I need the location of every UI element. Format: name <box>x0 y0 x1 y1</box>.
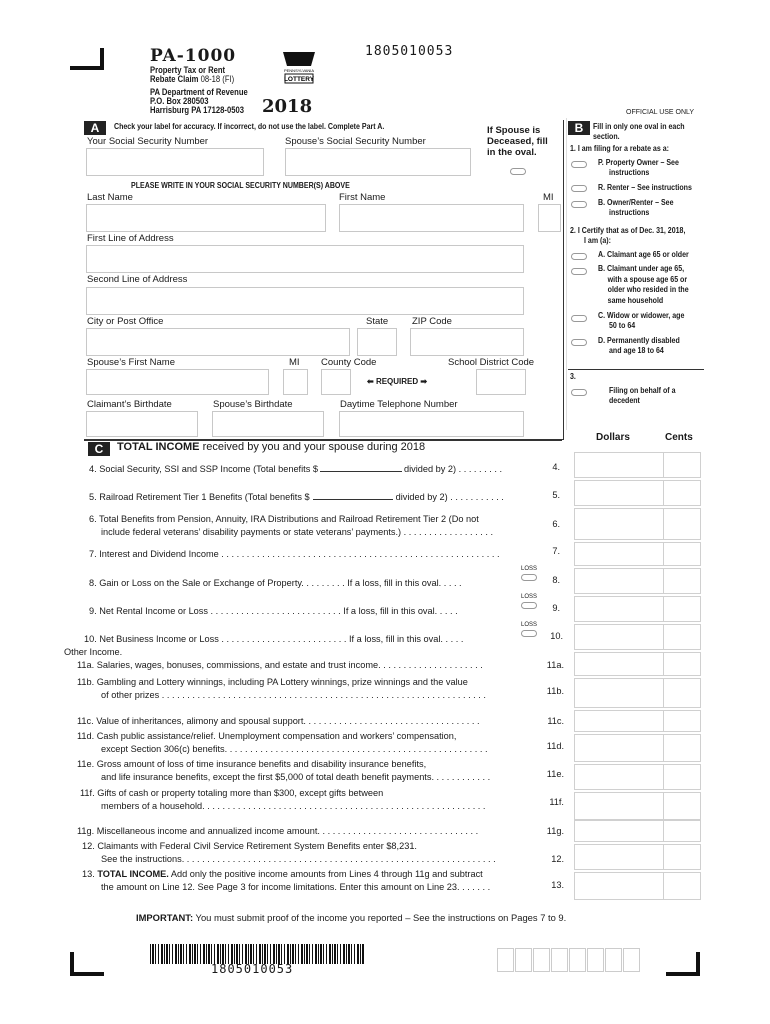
line-12-label-2: See the instructions. . . . . . . . . . . . . . . . . . . . . . . . . . . . . . . . . . . . . . . . . . . . . . . . . . . . . . . . . . . . . . <box>101 854 496 864</box>
barcode <box>150 944 364 964</box>
first-name-label: First Name <box>339 192 386 203</box>
line-6-number: 6. <box>552 519 560 529</box>
line-11d-label-1: 11d. Cash public assistance/relief. Unemployment compensation and workers’ compensation, <box>77 731 457 741</box>
school-code-label: School District Code <box>448 357 535 368</box>
tax-year: 2018 <box>262 96 313 117</box>
state-input[interactable] <box>357 328 397 356</box>
corner-mark-top-left <box>70 48 104 70</box>
line-11e-label-2: and life insurance benefits, except the first $5,000 of total death benefit payments. . . . . . . . . . . . <box>101 772 491 782</box>
question-3: 3. <box>570 372 576 381</box>
spouse-ssn-input[interactable] <box>285 148 471 176</box>
section-b-instruction2: section. <box>593 132 620 141</box>
option-widow: C. Widow or widower, age <box>598 311 685 320</box>
arrow-right-icon: ➡ <box>420 377 428 386</box>
check-digit-box-3 <box>533 948 550 972</box>
question-2a: 2. I Certify that as of Dec. 31, 2018, <box>570 226 686 235</box>
corner-mark-bottom-right <box>666 952 700 976</box>
spouse-first-input[interactable] <box>86 369 269 395</box>
line-7-label: 7. Interest and Dividend Income . . . . . . . . . . . . . . . . . . . . . . . . . . . . . . . . . . . . . . . . . . . . . . . . . . . . . . . <box>89 549 500 559</box>
oval-owner-renter[interactable] <box>571 201 587 208</box>
oval-renter[interactable] <box>571 185 587 192</box>
claimant-birthdate-label: Claimant’s Birthdate <box>87 399 172 410</box>
line-11a-number: 11a. <box>546 660 564 670</box>
check-digit-box-2 <box>515 948 532 972</box>
check-digit-box-5 <box>569 948 586 972</box>
spouse-birthdate-label: Spouse’s Birthdate <box>213 399 293 410</box>
section-b-instruction1: Fill in only one oval in each <box>593 122 685 131</box>
phone-label: Daytime Telephone Number <box>340 399 458 410</box>
section-b-letter: B <box>568 121 590 135</box>
zip-input[interactable] <box>410 328 524 356</box>
spouse-ssn-label: Spouse’s Social Security Number <box>285 136 426 147</box>
line-13-number: 13. <box>551 880 564 890</box>
barcode-number-bottom: 1805010053 <box>211 962 294 976</box>
line-11a-label: 11a. Salaries, wages, bonuses, commissions, and estate and trust income. . . . . . . . . . . . . . . . . . . . . <box>77 660 483 670</box>
phone-input[interactable] <box>339 411 524 437</box>
check-digit-box-4 <box>551 948 568 972</box>
spouse-birthdate-input[interactable] <box>212 411 324 437</box>
dollars-header: Dollars <box>596 432 630 443</box>
spouse-mi-input[interactable] <box>283 369 308 395</box>
address1-input[interactable] <box>86 245 524 273</box>
line-11d-amount[interactable] <box>574 734 701 762</box>
state-label: State <box>366 316 389 327</box>
line-11c-label: 11c. Value of inheritances, alimony and spousal support. . . . . . . . . . . . . . . . . . . . . . . . . . . . . . . . . . . <box>77 716 480 726</box>
county-code-label: County Code <box>321 357 377 368</box>
address2-input[interactable] <box>86 287 524 315</box>
oval-disabled[interactable] <box>571 339 587 346</box>
address1-label: First Line of Address <box>87 233 174 244</box>
line-9-number: 9. <box>552 603 560 613</box>
form-title-line1: Property Tax or Rent <box>150 65 226 75</box>
line-8-amount[interactable] <box>574 568 701 594</box>
ssn-label: Your Social Security Number <box>87 136 209 147</box>
line-11e-number: 11e. <box>546 769 564 779</box>
dept-city: Harrisburg PA 17128-0503 <box>150 105 244 115</box>
corner-mark-bottom-left <box>70 952 104 976</box>
line-5-label: 5. Railroad Retirement Tier 1 Benefits (Total benefits $ divided by 2) . . . . . . . . . . . <box>89 492 504 502</box>
line-11f-number: 11f. <box>549 797 564 807</box>
form-number: PA-1000 <box>150 46 237 66</box>
line-12-label-1: 12. Claimants with Federal Civil Service Retirement System Benefits enter $8,231. <box>82 841 417 851</box>
claimant-birthdate-input[interactable] <box>86 411 198 437</box>
line-11b-label-1: 11b. Gambling and Lottery winnings, including PA Lottery winnings, prize winnings and the value <box>77 677 468 687</box>
option-property-owner: P. Property Owner – See <box>598 158 679 167</box>
required-indicator: ⬅ REQUIRED ➡ <box>367 377 428 386</box>
last-name-input[interactable] <box>86 204 326 232</box>
spouse-deceased-oval[interactable] <box>510 168 526 175</box>
line-4-amount[interactable] <box>574 452 701 478</box>
line-9-loss-label: LOSS <box>521 594 538 600</box>
check-digit-box-7 <box>605 948 622 972</box>
arrow-left-icon: ⬅ <box>367 377 374 386</box>
ssn-input[interactable] <box>86 148 264 176</box>
line-4-label: 4. Social Security, SSI and SSP Income (Total benefits $ divided by 2) . . . . . . . . . <box>89 464 503 474</box>
line-11b-label-2: of other prizes . . . . . . . . . . . . . . . . . . . . . . . . . . . . . . . . . . . . . . . . . . . . . . . . . . . . . . . . . . . . . . . . <box>101 690 486 700</box>
line-11c-amount[interactable] <box>574 710 701 732</box>
county-code-input[interactable] <box>321 369 351 395</box>
line-6-label-2: include federal veterans’ disability payments or state veterans’ payments.) . . . . . . . . . . . . . . . . . . <box>101 527 493 537</box>
oval-under-65-spouse[interactable] <box>571 268 587 275</box>
lottery-text: LOTTERY <box>283 76 315 83</box>
city-label: City or Post Office <box>87 316 164 327</box>
first-name-input[interactable] <box>339 204 524 232</box>
line-10-number: 10. <box>550 631 563 641</box>
dept-po-box: P.O. Box 280503 <box>150 96 209 106</box>
section-b-divider <box>568 369 704 370</box>
city-input[interactable] <box>86 328 350 356</box>
cents-header: Cents <box>665 432 693 443</box>
line-12-number: 12. <box>551 854 564 864</box>
option-age-65: A. Claimant age 65 or older <box>598 250 689 259</box>
line-9-loss-oval[interactable] <box>521 602 537 609</box>
line-5-amount[interactable] <box>574 480 701 506</box>
line-5-number: 5. <box>552 490 560 500</box>
option-decedent-2: decedent <box>609 396 640 405</box>
option-property-owner-2: instructions <box>609 168 650 177</box>
option-widow-2: 50 to 64 <box>609 321 636 330</box>
official-use-label: OFFICIAL USE ONLY <box>626 109 695 116</box>
spouse-mi-label: MI <box>289 357 300 368</box>
check-digit-box-6 <box>587 948 604 972</box>
line-8-number: 8. <box>552 575 560 585</box>
option-owner-renter: B. Owner/Renter – See <box>598 198 674 207</box>
barcode-number-top: 1805010053 <box>365 44 454 59</box>
line-8-loss-label: LOSS <box>521 566 538 572</box>
line-11g-number: 11g. <box>546 826 564 836</box>
line-11c-number: 11c. <box>547 716 564 726</box>
line-11g-amount[interactable] <box>574 820 701 842</box>
line-11b-amount[interactable] <box>574 678 701 708</box>
deceased-label: If Spouse is Deceased, fill in the oval. <box>487 125 548 158</box>
mi-label: MI <box>543 192 554 203</box>
line-6-amount[interactable] <box>574 508 701 540</box>
option-under-65-spouse: B. Claimant under age 65, with a spouse age 65 or older who resided in the same household <box>598 264 689 305</box>
form-title-line2: Rebate Claim 08-18 (FI) <box>150 74 235 84</box>
line-10-amount[interactable] <box>574 624 701 650</box>
oval-age-65[interactable] <box>571 253 587 260</box>
important-note: IMPORTANT: You must submit proof of the income you reported – See the instructions on Pages 7 to 9. <box>136 912 567 923</box>
line-8-loss-oval[interactable] <box>521 574 537 581</box>
line-12-amount[interactable] <box>574 844 701 870</box>
option-decedent: Filing on behalf of a <box>609 386 676 395</box>
section-a-instruction: Check your label for accuracy. If incorrect, do not use the label. Complete Part A. <box>114 122 385 131</box>
question-1: 1. I am filing for a rebate as a: <box>570 144 669 153</box>
line-11d-number: 11d. <box>546 741 564 751</box>
zip-label: ZIP Code <box>412 316 452 327</box>
line-11e-label-1: 11e. Gross amount of loss of time insurance benefits and disability insurance benefits, <box>77 759 427 769</box>
spouse-first-label: Spouse’s First Name <box>87 357 175 368</box>
option-disabled: D. Permanently disabled <box>598 336 680 345</box>
line-9-label: 9. Net Rental Income or Loss . . . . . . . . . . . . . . . . . . . . . . . . . . If a loss, fill in this oval. . . . . <box>89 606 458 616</box>
line-4-number: 4. <box>552 462 560 472</box>
line-11a-amount[interactable] <box>574 652 701 676</box>
section-c-letter: C <box>88 442 110 456</box>
line-11f-label-2: members of a household. . . . . . . . . . . . . . . . . . . . . . . . . . . . . . . . . . . . . . . . . . . . . . . . . . . . . . . . <box>101 801 486 811</box>
line-7-number: 7. <box>552 546 560 556</box>
check-digit-box-1 <box>497 948 514 972</box>
line-8-label: 8. Gain or Loss on the Sale or Exchange of Property. . . . . . . . . If a loss, fill in this oval. . . . . <box>89 578 462 588</box>
other-income-label: Other Income. <box>64 647 123 657</box>
line-11d-label-2: except Section 306(c) benefits. . . . . . . . . . . . . . . . . . . . . . . . . . . . . . . . . . . . . . . . . . . . . . . . . . . . <box>101 744 488 754</box>
line-7-amount[interactable] <box>574 542 701 566</box>
option-renter: R. Renter – See instructions <box>598 183 692 192</box>
line-6-label-1: 6. Total Benefits from Pension, Annuity, IRA Distributions and Railroad Retirement Tier 2 (Do not <box>89 514 479 524</box>
please-write-ssn: PLEASE WRITE IN YOUR SOCIAL SECURITY NUMBER(S) ABOVE <box>131 181 350 190</box>
line-9-amount[interactable] <box>574 596 701 622</box>
oval-decedent[interactable] <box>571 389 587 396</box>
line-13-amount[interactable] <box>574 872 701 900</box>
line-10-loss-oval[interactable] <box>521 630 537 637</box>
pa-lottery-keystone-logo <box>279 50 319 88</box>
oval-property-owner[interactable] <box>571 161 587 168</box>
line-13-label-1: 13. TOTAL INCOME. Add only the positive income amounts from Lines 4 through 11g and subtract <box>82 869 483 879</box>
last-name-label: Last Name <box>87 192 133 203</box>
line-11e-amount[interactable] <box>574 764 701 790</box>
address2-label: Second Line of Address <box>87 274 188 285</box>
line-13-label-2: the amount on Line 12. See Page 3 for income limitations. Enter this amount on Line 23. . . . . . . <box>101 882 491 892</box>
line-11f-label-1: 11f. Gifts of cash or property totaling more than $300, except gifts between <box>80 788 384 798</box>
line-11f-amount[interactable] <box>574 792 701 820</box>
mi-input[interactable] <box>538 204 561 232</box>
section-c-title: TOTAL INCOME received by you and your spouse during 2018 <box>117 441 426 453</box>
option-owner-renter-2: instructions <box>609 208 650 217</box>
school-code-input[interactable] <box>476 369 526 395</box>
dept-name: PA Department of Revenue <box>150 87 248 97</box>
line-10-label: 10. Net Business Income or Loss . . . . . . . . . . . . . . . . . . . . . . . . . If a loss, fill in this oval. . . . . <box>84 634 464 644</box>
section-a-letter: A <box>84 121 106 135</box>
line-11b-number: 11b. <box>546 686 564 696</box>
check-digit-box-8 <box>623 948 640 972</box>
lottery-top-text: PENNSYLVANIA <box>283 68 315 73</box>
oval-widow[interactable] <box>571 315 587 322</box>
question-2b: I am (a): <box>584 236 611 245</box>
line-10-loss-label: LOSS <box>521 622 538 628</box>
option-disabled-2: and age 18 to 64 <box>609 346 664 355</box>
line-11g-label: 11g. Miscellaneous income and annualized income amount. . . . . . . . . . . . . . . . . . . . . . . . . . . . . . . . <box>77 826 479 836</box>
